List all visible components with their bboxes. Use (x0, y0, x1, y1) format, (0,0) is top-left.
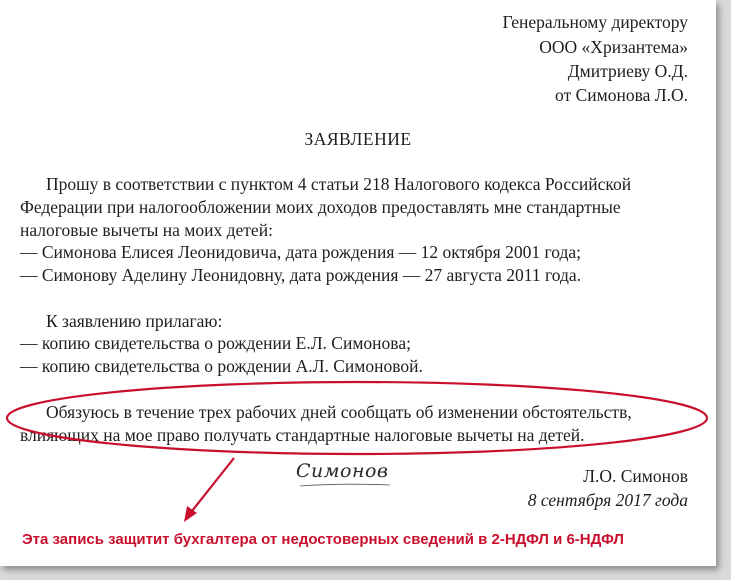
addressee-line-3: Дмитриеву О.Д. (567, 61, 688, 81)
signer-name: Л.О. Симонов (583, 466, 688, 486)
attachment-1: — копию свидетельства о рождении Е.Л. Симонова; (20, 333, 411, 353)
highlight-ellipse (7, 382, 707, 454)
request-line-2: Федерации при налогообложении моих доходов предоставлять мне стандартные (20, 197, 621, 217)
child-1-line: — Симонова Елисея Леонидовича, дата рождения — 12 октября 2001 года; (20, 242, 581, 262)
child-2-line: — Симонову Аделину Леонидовну, дата рождения — 27 августа 2011 года. (20, 265, 582, 285)
addressee-line-1: Генеральному директору (502, 12, 688, 32)
handwritten-signature: Симонов (296, 460, 389, 482)
request-line-3: налоговые вычеты на моих детей: (20, 220, 273, 240)
annotation-arrow-line (188, 458, 234, 516)
pledge-line-2: влияющих на мое право получать стандартные налоговые вычеты на детей. (20, 425, 585, 445)
annotation-note: Эта запись защитит бухгалтера от недостоверных сведений в 2-НДФЛ и 6-НДФЛ (22, 531, 624, 548)
signature-date: 8 сентября 2017 года (527, 490, 688, 510)
attachment-2: — копию свидетельства о рождении А.Л. Симоновой. (20, 356, 423, 376)
addressee-line-2: ООО «Хризантема» (539, 37, 688, 57)
addressee-line-4: от Симонова Л.О. (555, 85, 688, 105)
pledge-line-1: Обязуюсь в течение трех рабочих дней сообщать об изменении обстоятельств, (46, 402, 632, 422)
signature-underline (300, 484, 390, 486)
attachments-intro: К заявлению прилагаю: (46, 311, 223, 331)
request-line-1: Прошу в соответствии с пунктом 4 статьи 218 Налогового кодекса Российской (46, 174, 632, 194)
document-title: ЗАЯВЛЕНИЕ (304, 129, 412, 149)
